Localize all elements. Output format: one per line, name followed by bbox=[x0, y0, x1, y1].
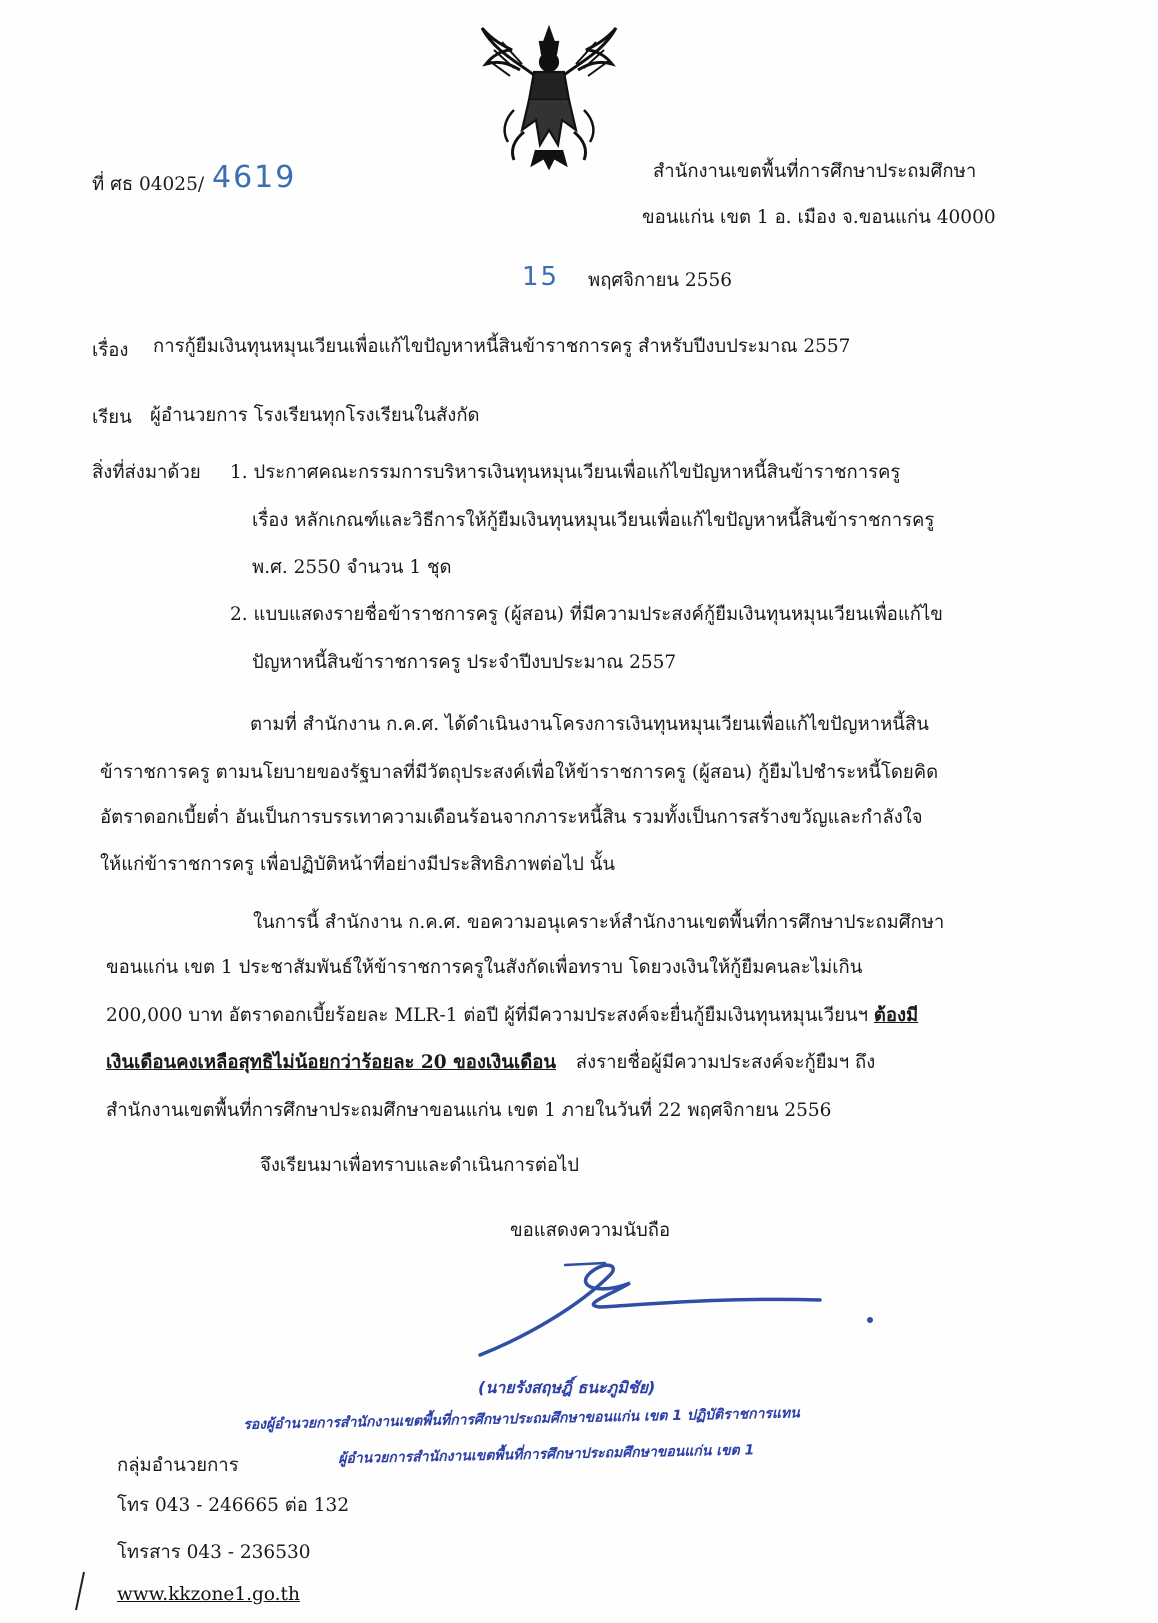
garuda-emblem-icon bbox=[474, 20, 624, 170]
signer-title-line-2: ผู้อำนวยการสำนักงานเขตพื้นที่การศึกษาประถมศึกษาขอนแก่น เขต 1 bbox=[338, 1442, 755, 1467]
date-day-handwritten: 15 bbox=[522, 262, 560, 292]
doc-number-handwritten: 4619 bbox=[212, 160, 297, 195]
enclosure-2-line-2: ปัญหาหนี้สินข้าราชการครู ประจำปีงบประมาณ 2557 bbox=[252, 652, 677, 673]
paragraph-2-line-4 bbox=[106, 1050, 875, 1076]
paragraph-2-line-2: ขอนแก่น เขต 1 ประชาสัมพันธ์ให้ข้าราชการครูในสังกัดเพื่อทราบ โดยวงเงินให้กู้ยืมคนละไม่เกิน bbox=[106, 957, 863, 978]
enclosure-2-line-1: 2. แบบแสดงรายชื่อข้าราชการครู (ผู้สอน) ที่มีความประสงค์กู้ยืมเงินทุนหมุนเวียนเพื่อแก้ไข bbox=[230, 604, 943, 625]
paragraph-1-line-3: อัตราดอกเบี้ยต่ำ อันเป็นการบรรเทาความเดือนร้อนจากภาระหนี้สิน รวมทั้งเป็นการสร้างขวัญและกำลังใจ bbox=[100, 807, 923, 828]
department: กลุ่มอำนวยการ bbox=[117, 1455, 239, 1476]
subject-label: เรื่อง bbox=[92, 340, 129, 361]
paragraph-1-line-2: ข้าราชการครู ตามนโยบายของรัฐบาลที่มีวัตถุประสงค์เพื่อให้ข้าราชการครู (ผู้สอน) กู้ยืมไปชำระหนี้โดยคิด bbox=[100, 762, 939, 783]
signature-icon bbox=[470, 1255, 890, 1365]
office-address: ขอนแก่น เขต 1 อ. เมือง จ.ขอนแก่น 40000 bbox=[642, 207, 996, 228]
emphasis-net-salary: เงินเดือนคงเหลือสุทธิไม่น้อยกว่าร้อยละ 20 ของเงินเดือน bbox=[106, 1052, 556, 1073]
paragraph-2-line-4-text: ส่งรายชื่อผู้มีความประสงค์จะกู้ยืมฯ ถึง bbox=[575, 1052, 876, 1073]
recipient-label: เรียน bbox=[92, 407, 132, 428]
subject-text: การกู้ยืมเงินทุนหมุนเวียนเพื่อแก้ไขปัญหาหนี้สินข้าราชการครู สำหรับปีงบประมาณ 2557 bbox=[153, 336, 851, 357]
closing-request: จึงเรียนมาเพื่อทราบและดำเนินการต่อไป bbox=[260, 1155, 580, 1176]
emphasis-must-have: ต้องมี bbox=[873, 1005, 919, 1026]
paragraph-2-line-1: ในการนี้ สำนักงาน ก.ค.ศ. ขอความอนุเคราะห์สำนักงานเขตพื้นที่การศึกษาประถมศึกษา bbox=[253, 912, 945, 933]
paragraph-1-line-1: ตามที่ สำนักงาน ก.ค.ศ. ได้ดำเนินงานโครงการเงินทุนหมุนเวียนเพื่อแก้ไขปัญหาหนี้สิน bbox=[250, 714, 929, 735]
paragraph-2-line-3-text: 200,000 บาท อัตราดอกเบี้ยร้อยละ MLR-1 ต่อปี ผู้ที่มีความประสงค์จะยื่นกู้ยืมเงินทุนหมุนเวียนฯ bbox=[106, 1005, 868, 1026]
office-name: สำนักงานเขตพื้นที่การศึกษาประถมศึกษา bbox=[653, 161, 977, 182]
website-link[interactable]: www.kkzone1.go.th bbox=[117, 1584, 300, 1605]
paragraph-2-line-5: สำนักงานเขตพื้นที่การศึกษาประถมศึกษาขอนแก่น เขต 1 ภายในวันที่ 22 พฤศจิกายน 2556 bbox=[106, 1100, 832, 1121]
enclosure-1-line-2: เรื่อง หลักเกณฑ์และวิธีการให้กู้ยืมเงินทุนหมุนเวียนเพื่อแก้ไขปัญหาหนี้สินข้าราชการครู bbox=[252, 510, 935, 531]
phone: โทร 043 - 246665 ต่อ 132 bbox=[117, 1495, 350, 1516]
paragraph-1-line-4: ให้แก่ข้าราชการครู เพื่อปฏิบัติหน้าที่อย่างมีประสิทธิภาพต่อไป นั้น bbox=[100, 854, 616, 875]
enclosure-label: สิ่งที่ส่งมาด้วย bbox=[92, 462, 201, 483]
paragraph-2-line-3 bbox=[106, 1003, 918, 1029]
enclosure-1-line-1: 1. ประกาศคณะกรรมการบริหารเงินทุนหมุนเวียนเพื่อแก้ไขปัญหาหนี้สินข้าราชการครู bbox=[230, 462, 901, 483]
enclosure-1-line-3: พ.ศ. 2550 จำนวน 1 ชุด bbox=[252, 557, 452, 578]
scan-mark-icon bbox=[70, 1570, 90, 1620]
recipient-text: ผู้อำนวยการ โรงเรียนทุกโรงเรียนในสังกัด bbox=[150, 405, 480, 426]
signer-title-line-1: รองผู้อำนวยการสำนักงานเขตพื้นที่การศึกษาประถมศึกษาขอนแก่น เขต 1 ปฏิบัติราชการแทน bbox=[243, 1405, 800, 1433]
date-month-year: พฤศจิกายน 2556 bbox=[588, 270, 733, 291]
fax: โทรสาร 043 - 236530 bbox=[117, 1542, 311, 1563]
signer-name: (นายรังสฤษฎิ์ ธนะภูมิชัย) bbox=[478, 1378, 656, 1397]
closing-regards: ขอแสดงความนับถือ bbox=[510, 1220, 671, 1241]
doc-number-label: ที่ ศธ 04025/ bbox=[92, 174, 205, 195]
